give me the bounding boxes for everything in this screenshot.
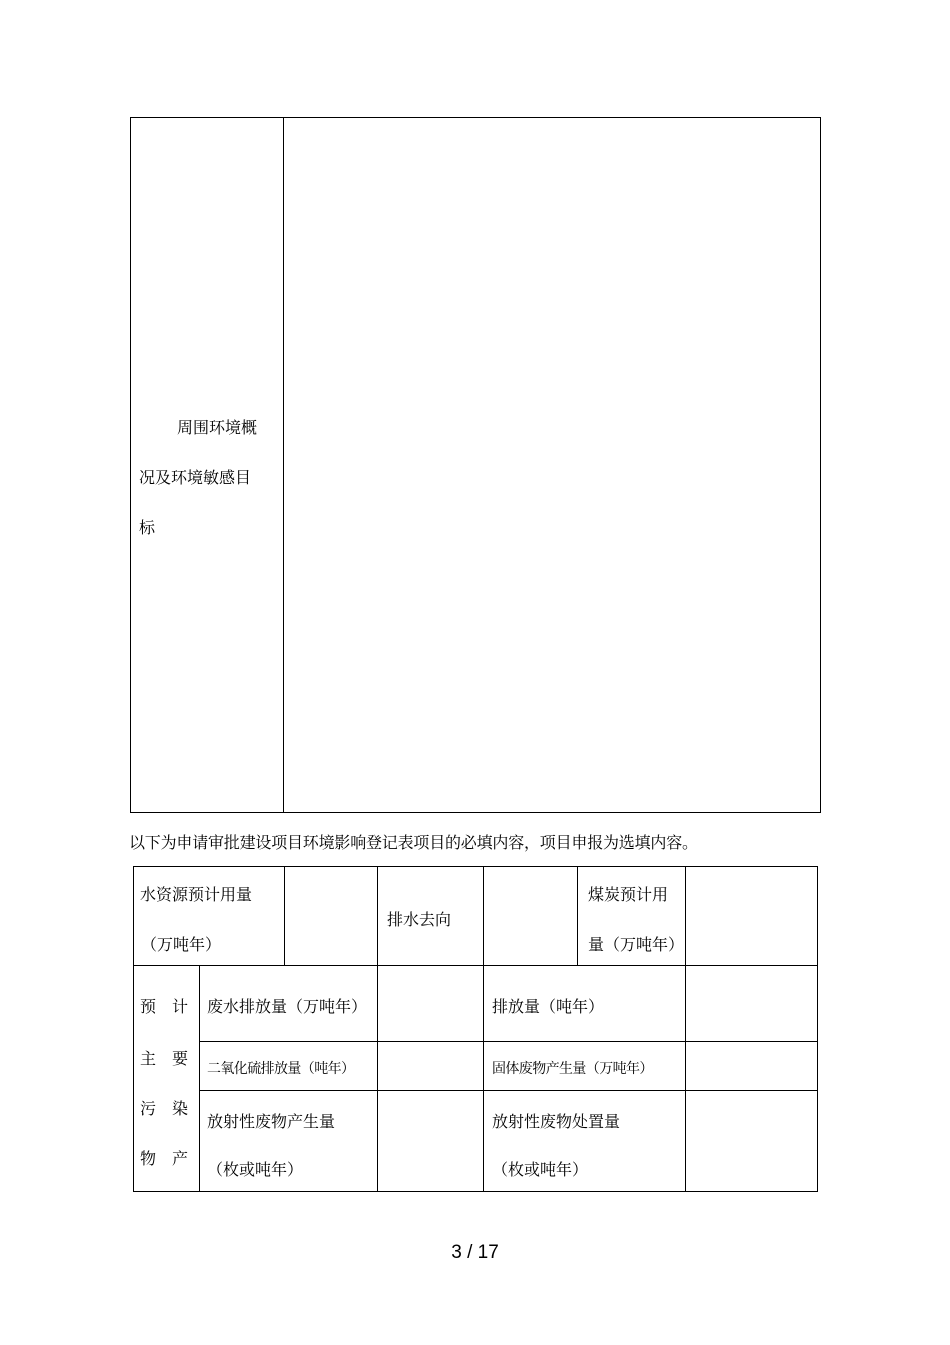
water-usage-label: 水资源预计用量 [140,885,253,904]
drainage-label: 排水去向 [387,910,452,929]
coal-usage-label: 煤炭预计用 [588,885,669,904]
grid-line [577,866,578,966]
water-usage-unit: （万吨年） [141,935,222,954]
page-number: 3 / 17 [451,1242,499,1263]
radioactive-production-label: 放射性废物产生量 [207,1112,336,1131]
pollutant-side-1: 预 计 [140,997,189,1016]
radioactive-disposal-field[interactable] [686,1091,817,1191]
radioactive-disposal-unit: （枚或吨年） [492,1160,589,1179]
pollutant-side-4: 物 产 [140,1149,189,1168]
radioactive-production-field[interactable] [378,1091,483,1191]
environment-content-cell[interactable] [284,118,820,812]
so2-label: 二氧化硫排放量（吨年） [207,1061,355,1077]
solid-waste-field[interactable] [686,1042,817,1090]
so2-field[interactable] [378,1042,483,1090]
coal-usage-field[interactable] [686,867,817,965]
coal-usage-unit: 量（万吨年） [588,935,685,954]
label-line-1: 周围环境概 [177,418,258,437]
environment-label [139,403,275,553]
solid-waste-label: 固体废物产生量（万吨年） [492,1061,653,1077]
pollutant-table [133,866,818,1192]
grid-line [133,866,134,1192]
grid-line [133,1191,818,1192]
grid-line [817,866,818,1192]
form-note: 以下为申请审批建设项目环境影响登记表项目的必填内容，项目申报为选填内容。 [129,833,698,852]
pollutant-side-2: 主 要 [140,1049,189,1068]
radioactive-production-unit: （枚或吨年） [207,1160,304,1179]
pollutant-side-3: 污 染 [140,1099,189,1118]
label-line-2: 况及环境敏感目 [139,468,252,487]
emission-field[interactable] [686,966,817,1041]
grid-line [199,965,200,1192]
environment-table [130,117,821,813]
drainage-field[interactable] [484,867,577,965]
wastewater-field[interactable] [378,966,483,1041]
water-usage-field[interactable] [285,867,377,965]
label-line-3: 标 [139,518,156,537]
emission-label: 排放量（吨年） [492,997,605,1016]
wastewater-label: 废水排放量（万吨年） [207,997,368,1016]
radioactive-disposal-label: 放射性废物处置量 [492,1112,621,1131]
